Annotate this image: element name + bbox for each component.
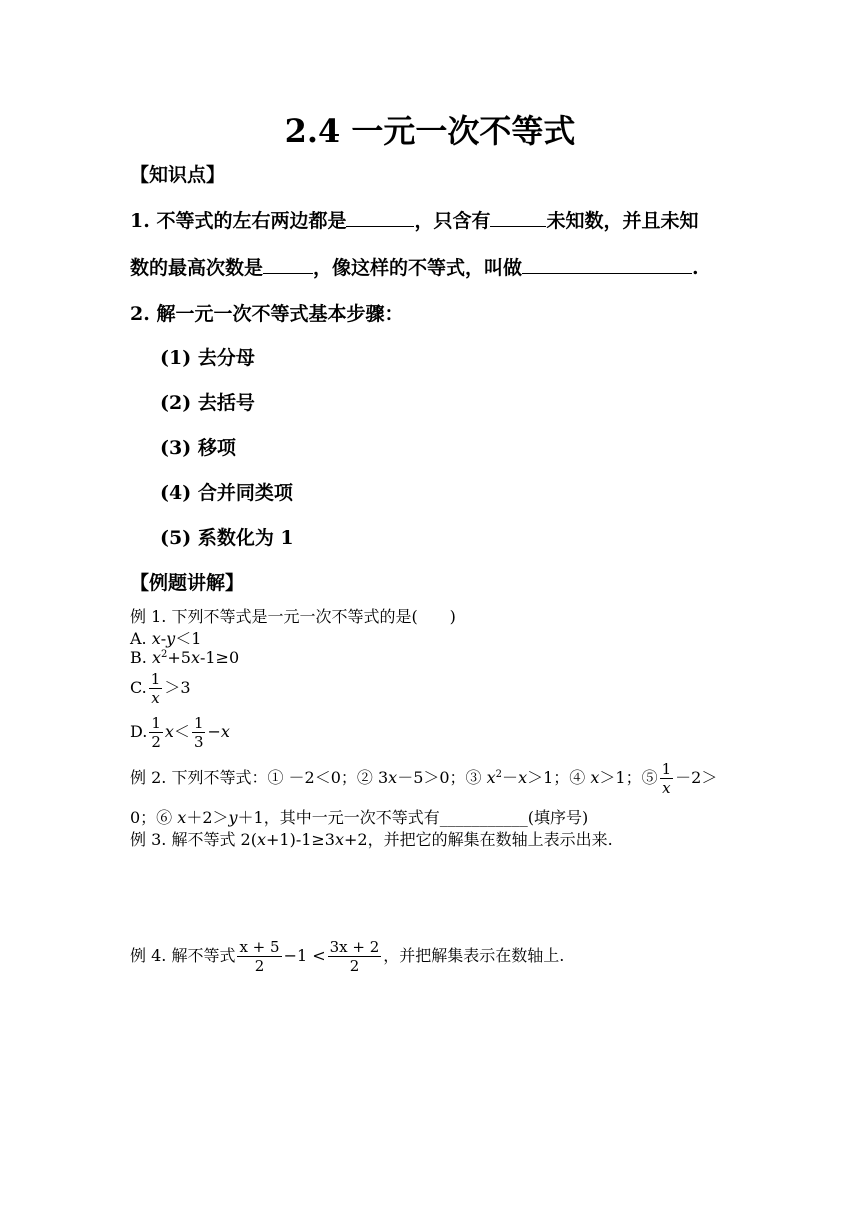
q1-text-6: .	[692, 257, 699, 279]
var-x: x	[177, 808, 187, 827]
q1-text-5: ，像这样的不等式，叫做	[313, 257, 523, 279]
answer-blank[interactable]: ___________	[439, 808, 528, 827]
ex2-text: ＋2＞	[186, 808, 229, 827]
fraction	[328, 938, 382, 975]
option-c-rest: ＞3	[164, 678, 191, 697]
example-1-option-b	[130, 648, 239, 667]
var-x: x	[590, 768, 600, 787]
option-a-rest: ＜1	[175, 629, 202, 648]
q1-text-3: 未知数，并且未知	[546, 210, 699, 232]
numerator: 1	[150, 670, 161, 688]
numerator: 1	[661, 760, 672, 778]
var-x: x	[151, 648, 161, 667]
example-1-option-c	[130, 670, 191, 707]
plus-term: +5	[167, 648, 191, 667]
ex4-operator: −1 <	[283, 946, 326, 965]
var-y: y	[166, 629, 176, 648]
ex3-text: +1)-1≥3	[265, 830, 335, 849]
q1-blank-2[interactable]	[490, 206, 546, 227]
question-2-intro: 2. 解一元一次不等式基本步骤：	[130, 303, 404, 325]
var-x: x	[190, 648, 200, 667]
ex2-text: ＞1；⑤	[599, 768, 658, 787]
ex2-text: －5＞0；③	[397, 768, 487, 787]
ex2-text: ＋1，其中一元一次不等式有	[237, 808, 440, 827]
step-3: (3) 移项	[160, 437, 236, 459]
minus: -	[160, 629, 167, 648]
example-2-line-2	[130, 805, 588, 828]
option-c-label: C.	[130, 678, 147, 697]
fraction	[660, 760, 674, 797]
q1-blank-1[interactable]	[346, 206, 414, 227]
denominator: 2	[151, 733, 161, 751]
denominator: 2	[328, 956, 382, 975]
var-x: x	[164, 722, 174, 741]
exponent: 2	[495, 769, 503, 780]
step-4: (4) 合并同类项	[160, 482, 293, 504]
numerator: 1	[151, 714, 161, 732]
minus: −	[207, 722, 221, 741]
ex2-text: －	[502, 768, 519, 787]
question-1-line-2	[130, 253, 699, 280]
fraction	[237, 938, 281, 975]
step-2: (2) 去括号	[160, 392, 255, 414]
question-1-line-1	[130, 206, 698, 233]
option-b-label: B.	[130, 648, 152, 667]
example-1-option-d	[130, 714, 230, 751]
ex2-text: (填序号)	[527, 808, 589, 827]
ex2-text: 例 2. 下列不等式：① －2＜0；② 3	[130, 768, 389, 787]
var-x: x	[388, 768, 398, 787]
q1-text-1: 1. 不等式的左右两边都是	[130, 210, 347, 232]
ex2-text: 0；⑥	[130, 808, 178, 827]
fraction	[192, 714, 206, 751]
example-1-stem: 例 1. 下列不等式是一元一次不等式的是( )	[130, 607, 456, 626]
numerator: 3x + 2	[329, 938, 380, 956]
example-3	[130, 827, 613, 850]
ex2-text: －2＞	[675, 768, 718, 787]
fraction	[149, 714, 163, 751]
exponent: 2	[160, 649, 168, 660]
ex4-text: 例 4. 解不等式	[130, 946, 236, 965]
fraction	[149, 670, 163, 707]
numerator: 1	[193, 714, 204, 732]
example-2-line-1	[130, 760, 717, 797]
ex3-text: +2，并把它的解集在数轴上表示出来.	[344, 830, 613, 849]
ex2-text: ＞1；④	[527, 768, 591, 787]
less-than: ＜	[173, 722, 190, 741]
example-4	[130, 938, 564, 975]
denominator: 2	[237, 956, 281, 975]
ex3-text: 例 3. 解不等式 2(	[130, 830, 257, 849]
step-5: (5) 系数化为 1	[160, 527, 294, 549]
section-header-knowledge: 【知识点】	[130, 164, 226, 186]
example-1-option-a	[130, 626, 201, 649]
ex4-text: ，并把解集表示在数轴上.	[383, 946, 565, 965]
var-x: x	[486, 768, 496, 787]
q1-text-4: 数的最高次数是	[130, 257, 264, 279]
denominator: x	[660, 778, 674, 797]
q1-blank-3[interactable]	[263, 253, 313, 274]
var-x: x	[334, 830, 345, 849]
var-x: x	[151, 629, 161, 648]
option-a-label: A.	[130, 629, 152, 648]
numerator: x + 5	[239, 938, 280, 956]
var-x: x	[220, 722, 230, 741]
denominator: 3	[193, 733, 204, 751]
page-title: 2.4 一元一次不等式	[284, 112, 576, 150]
var-x: x	[256, 830, 266, 849]
option-d-label: D.	[130, 722, 148, 741]
q1-blank-4[interactable]	[522, 253, 692, 274]
denominator: x	[149, 688, 163, 707]
q1-text-2: ，只含有	[414, 210, 491, 232]
section-header-examples: 【例题讲解】	[130, 572, 245, 594]
var-y: y	[228, 808, 238, 827]
option-b-rest: -1≥0	[199, 648, 240, 667]
var-x: x	[518, 768, 528, 787]
step-1: (1) 去分母	[160, 347, 255, 369]
